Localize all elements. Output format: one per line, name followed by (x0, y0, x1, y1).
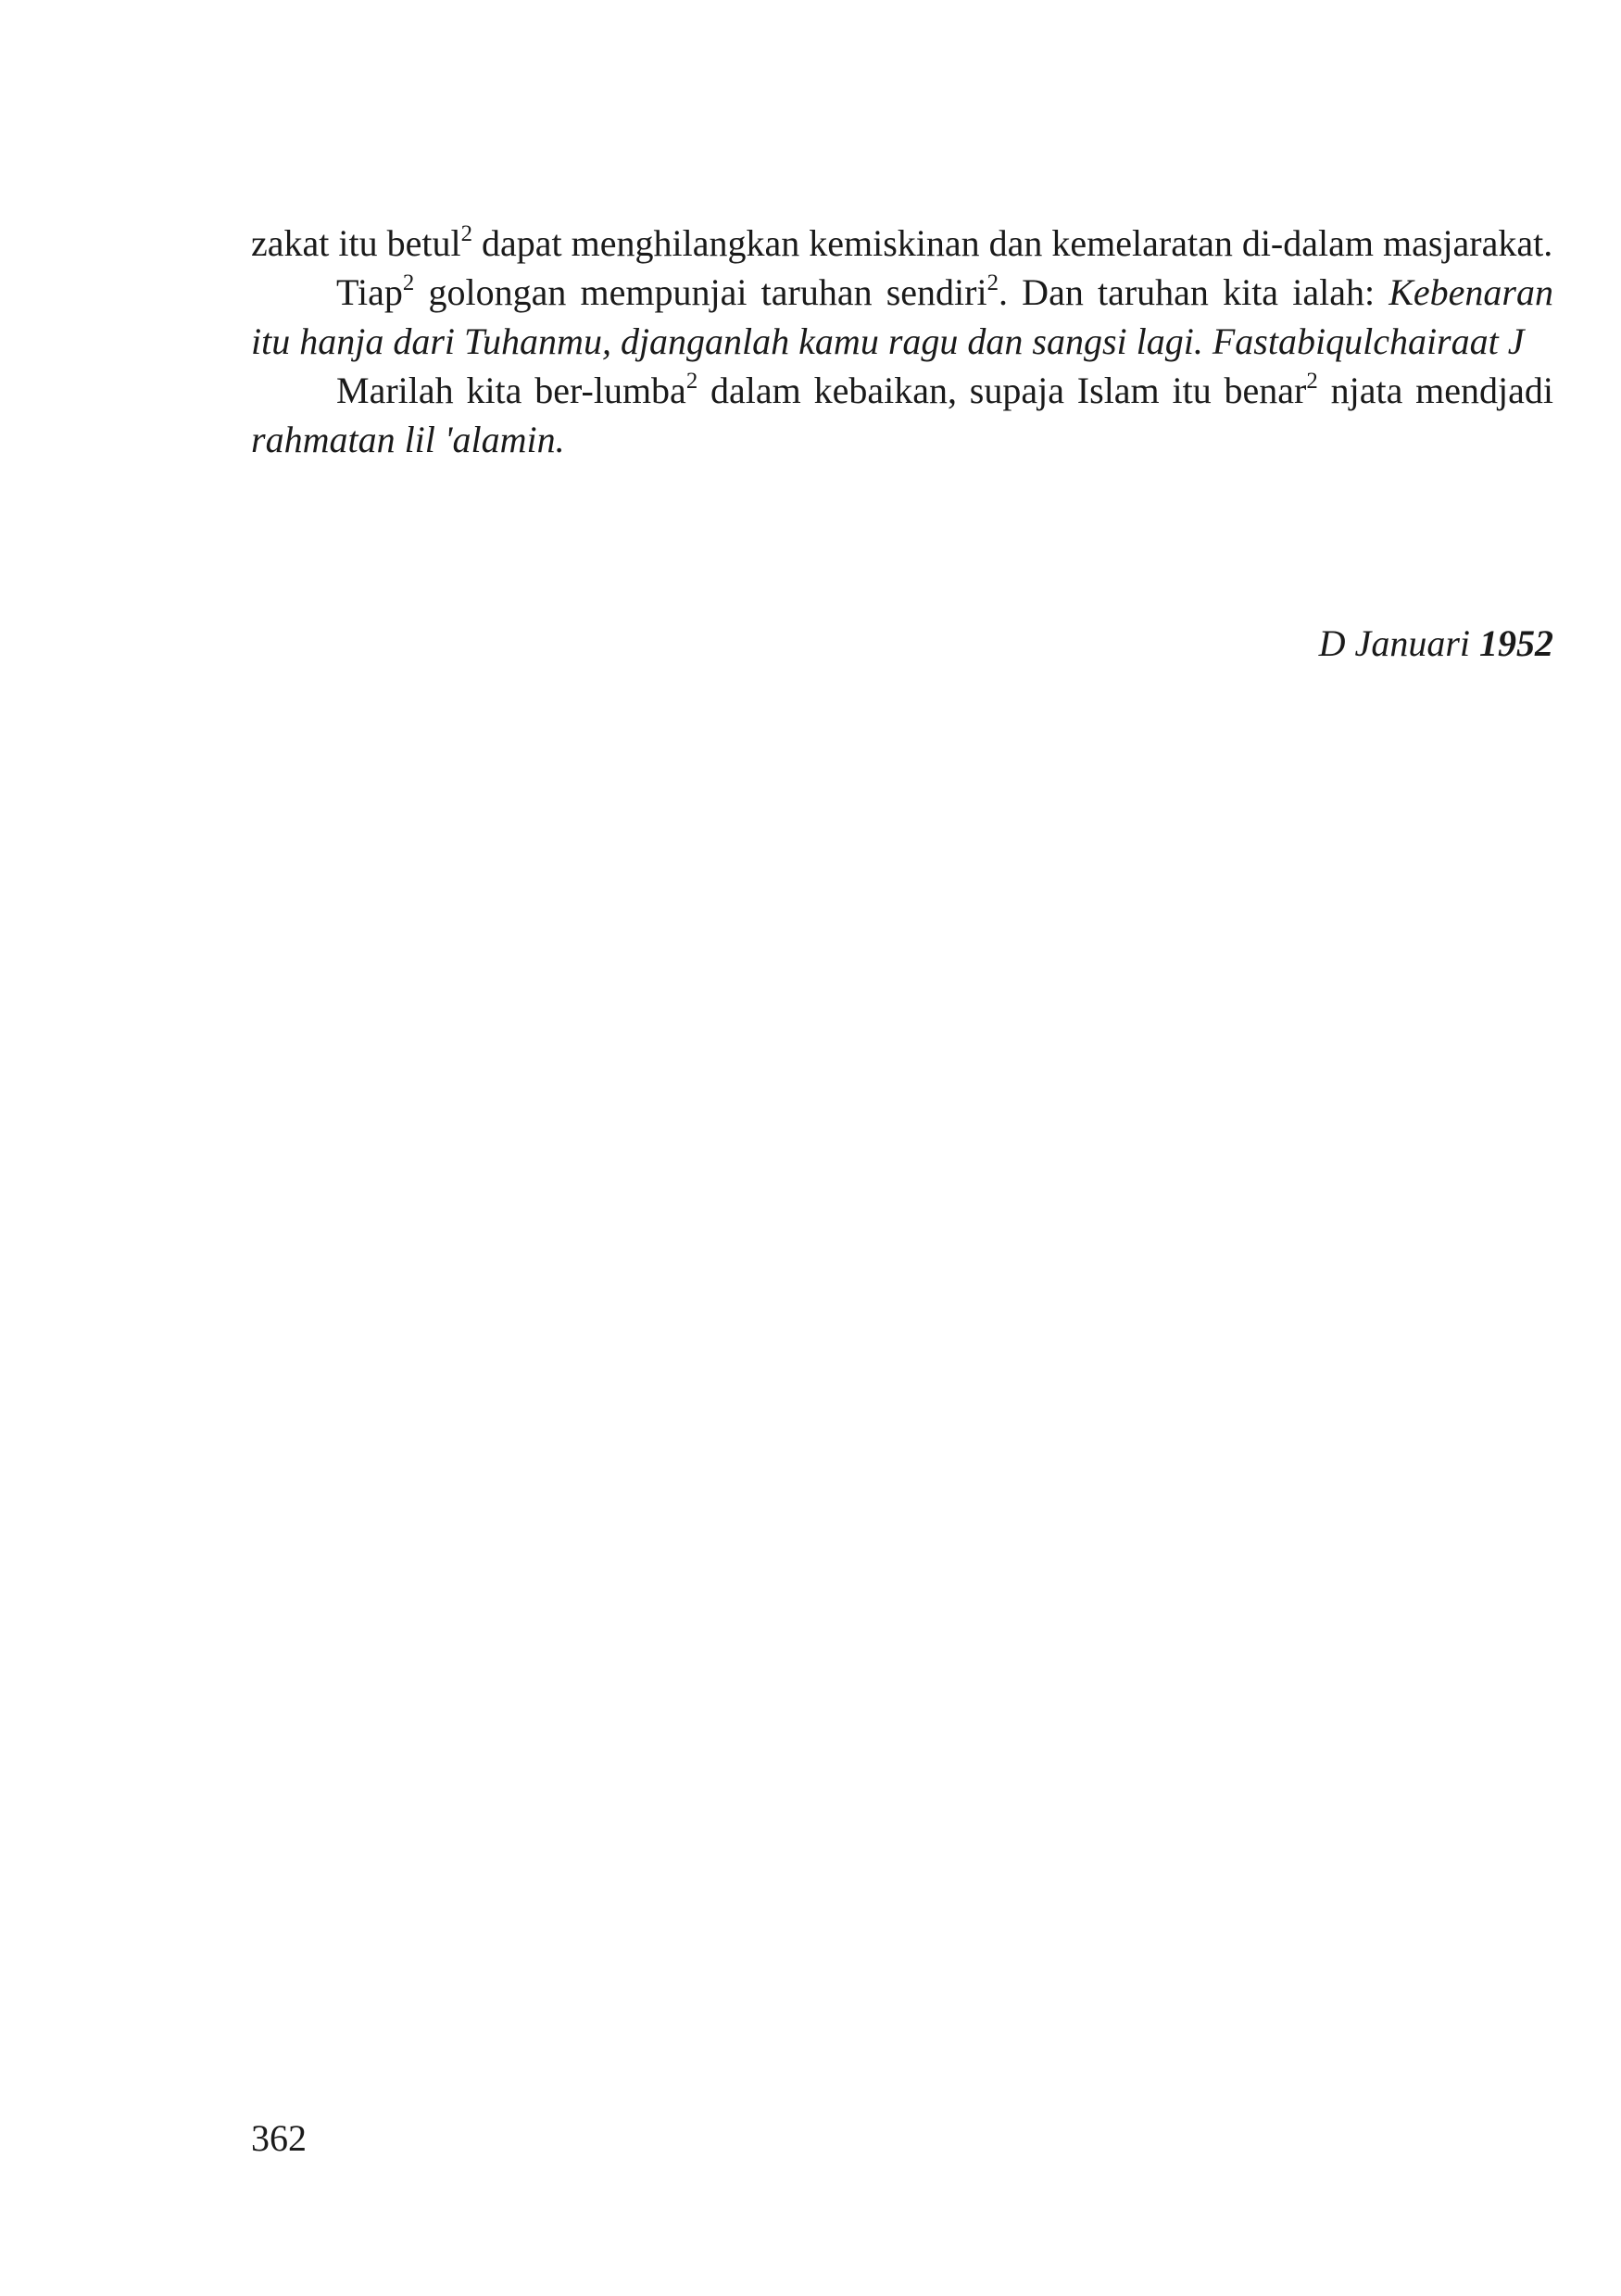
page-number: 362 (251, 2117, 307, 2159)
italic-quote: Kebenaran itu hanja dari Tuhanmu, djanganlah kamu ragu dan sangsi lagi. Fastabiqulchairaat J (251, 271, 1553, 362)
date-text: D Januari (1318, 622, 1479, 664)
date-year: 1952 (1479, 622, 1553, 664)
text-run: dalam kebaikan, supaja Islam itu benar (697, 370, 1307, 411)
date-signature (1319, 619, 1553, 668)
paragraph-3 (251, 366, 1553, 464)
text-run: golongan mempunjai taruhan sendiri (414, 271, 987, 313)
paragraph-1 (251, 219, 1553, 268)
text-run: zakat itu betul (251, 222, 461, 264)
footnote-superscript: 2 (402, 270, 415, 296)
body-text (251, 219, 1553, 464)
footnote-superscript: 2 (986, 270, 999, 296)
footnote-superscript: 2 (685, 369, 698, 395)
text-run: dapat menghilangkan kemiskinan dan kemelaratan di-dalam masjarakat. (472, 222, 1553, 264)
text-run: njata mendjadi (1317, 370, 1554, 411)
text-run: Marilah kita ber-lumba (336, 370, 686, 411)
footnote-superscript: 2 (460, 221, 472, 247)
text-run: . Dan taruhan kita ialah: (999, 271, 1389, 313)
italic-phrase: rahmatan lil 'alamin. (251, 419, 565, 460)
text-run: Tiap (336, 271, 403, 313)
footnote-superscript: 2 (1306, 369, 1318, 395)
paragraph-2 (251, 268, 1553, 366)
